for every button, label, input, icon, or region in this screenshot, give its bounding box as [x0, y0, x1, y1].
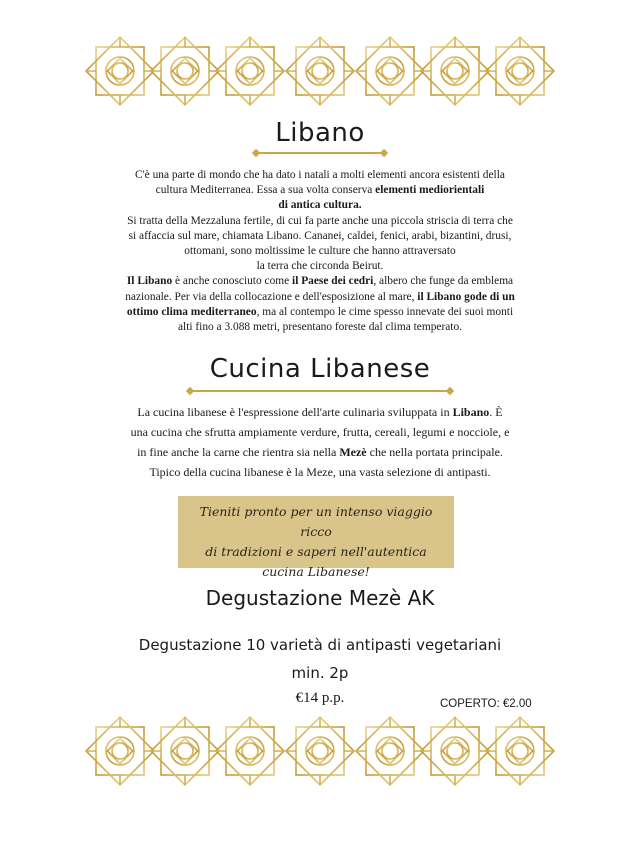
intro-line-3	[70, 198, 570, 213]
cuisine-line-1	[70, 402, 570, 422]
intro-bold: Il Libano	[126, 275, 173, 288]
quote-line-3: cucina Libanese!	[262, 564, 370, 579]
intro-line-4: Si tratta della Mezzaluna fertile, di cui fa parte anche una piccola striscia di terra che	[127, 214, 513, 227]
intro-paragraph	[70, 168, 570, 335]
intro-bold: elementi mediorientali	[375, 184, 485, 197]
menu-item-description: Degustazione 10 varietà di antipasti vegetariani	[138, 636, 502, 654]
intro-bold: ottimo clima mediterraneo	[126, 305, 257, 318]
intro-line-7: la terra che circonda Beirut.	[256, 260, 384, 273]
intro-line-9	[70, 290, 570, 305]
cuisine-bold: Mezè	[339, 445, 367, 459]
intro-bold: di antica cultura.	[278, 199, 362, 212]
menu-item-title: Degustazione Mezè AK	[205, 586, 435, 610]
section-title: Cucina Libanese	[209, 354, 431, 384]
intro-line-5: si affaccia sul mare, chiamata Libano. Cananei, caldei, fenici, arabi, bizantini, drusi,	[128, 229, 512, 242]
cover-charge: COPERTO: €2.00	[440, 698, 532, 710]
quote-line-2: di tradizioni e saperi nell'autentica	[205, 544, 427, 559]
intro-text: è anche conosciuto come	[172, 275, 293, 288]
intro-line-1: C'è una parte di mondo che ha dato i natali a molti elementi ancora esistenti della	[135, 169, 505, 181]
cuisine-bold: Libano	[452, 405, 490, 419]
intro-line-8	[70, 274, 570, 289]
bottom-ornamental-border	[80, 708, 560, 794]
section-divider	[190, 390, 450, 392]
intro-bold: il Libano gode di un	[417, 290, 515, 303]
page-title: Libano	[275, 118, 365, 148]
intro-text: , ma al contempo le cime spesso innevate dei suoi monti	[256, 305, 514, 318]
cuisine-line-4: Tipico della cucina libanese è la Meze, una vasta selezione di antipasti.	[149, 465, 491, 479]
menu-item-minimum: min. 2p	[291, 664, 349, 682]
intro-text: cultura Mediterranea. Essa a sua volta conserva	[155, 184, 376, 197]
intro-text: nazionale. Per via della collocazione e dell'esposizione al mare,	[125, 290, 418, 303]
intro-text: , albero che funge da emblema	[373, 275, 514, 288]
intro-line-10	[70, 305, 570, 320]
intro-line-11: alti fino a 3.088 metri, presentano foreste dal clima temperato.	[177, 321, 463, 334]
intro-line-6: ottomani, sono moltissime le culture che hanno attraversato	[184, 245, 456, 258]
cuisine-paragraph	[70, 402, 570, 482]
title-divider	[256, 152, 384, 154]
cuisine-text: che nella portata principale.	[366, 445, 503, 459]
cuisine-line-2: una cucina che sfrutta ampiamente verdure, frutta, cereali, legumi e nocciole, e	[130, 425, 510, 439]
top-ornamental-border	[80, 28, 560, 114]
quote-line-1: Tieniti pronto per un intenso viaggio ricco	[199, 504, 433, 539]
cuisine-line-3	[70, 442, 570, 462]
cuisine-text: . È	[489, 405, 503, 419]
menu-item-price: €14 p.p.	[295, 690, 345, 706]
cuisine-text: La cucina libanese è l'espressione dell'arte culinaria sviluppata in	[137, 405, 453, 419]
intro-line-2	[70, 183, 570, 198]
cuisine-text: in fine anche la carne che rientra sia nella	[137, 445, 340, 459]
intro-bold: il Paese dei cedri	[292, 275, 374, 288]
highlight-quote	[178, 496, 454, 579]
